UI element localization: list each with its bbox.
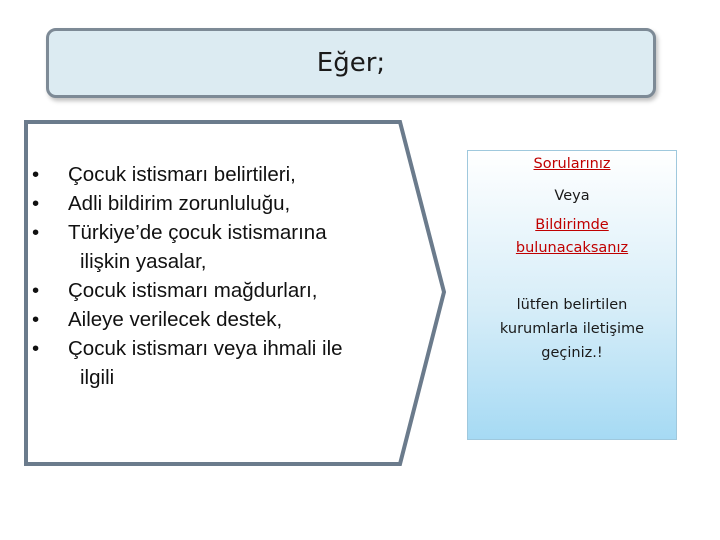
info-questions: Sorularınız xyxy=(533,156,611,172)
info-will-make: bulunacaksanız xyxy=(515,240,629,256)
bullet-marker: • xyxy=(32,163,40,186)
info-get-in-touch: geçiniz.! xyxy=(541,345,603,361)
bullet-marker: • xyxy=(32,192,40,215)
bullet-marker: • xyxy=(32,337,40,360)
list-item xyxy=(30,218,400,276)
bullet-marker: • xyxy=(32,308,40,331)
list-item xyxy=(30,334,400,392)
bullet-text: Aileye verilecek destek, xyxy=(68,308,283,331)
bullet-text: Türkiye’de çocuk istismarına xyxy=(68,221,327,244)
title-box xyxy=(46,28,656,98)
list-item xyxy=(30,189,400,218)
info-contact: kurumlarla iletişime xyxy=(499,321,645,337)
info-or: Veya xyxy=(554,188,590,204)
bullet-list xyxy=(30,160,400,392)
bullet-text: Adli bildirim zorunluluğu, xyxy=(68,192,291,215)
bullet-marker: • xyxy=(32,279,40,302)
bullet-text: Çocuk istismarı mağdurları, xyxy=(68,279,318,302)
bullet-text-continuation: ilişkin yasalar, xyxy=(80,250,207,273)
bullet-marker: • xyxy=(32,221,40,244)
info-box xyxy=(467,150,677,440)
info-report: Bildirimde xyxy=(535,217,609,233)
bullet-text-continuation: ilgili xyxy=(80,366,115,389)
page-title: Eğer; xyxy=(316,48,386,78)
bullet-text: Çocuk istismarı veya ihmali ile xyxy=(68,337,343,360)
list-item xyxy=(30,160,400,189)
bullet-text: Çocuk istismarı belirtileri, xyxy=(68,163,296,186)
info-please: lütfen belirtilen xyxy=(516,297,628,313)
list-item xyxy=(30,276,400,305)
list-item xyxy=(30,305,400,334)
